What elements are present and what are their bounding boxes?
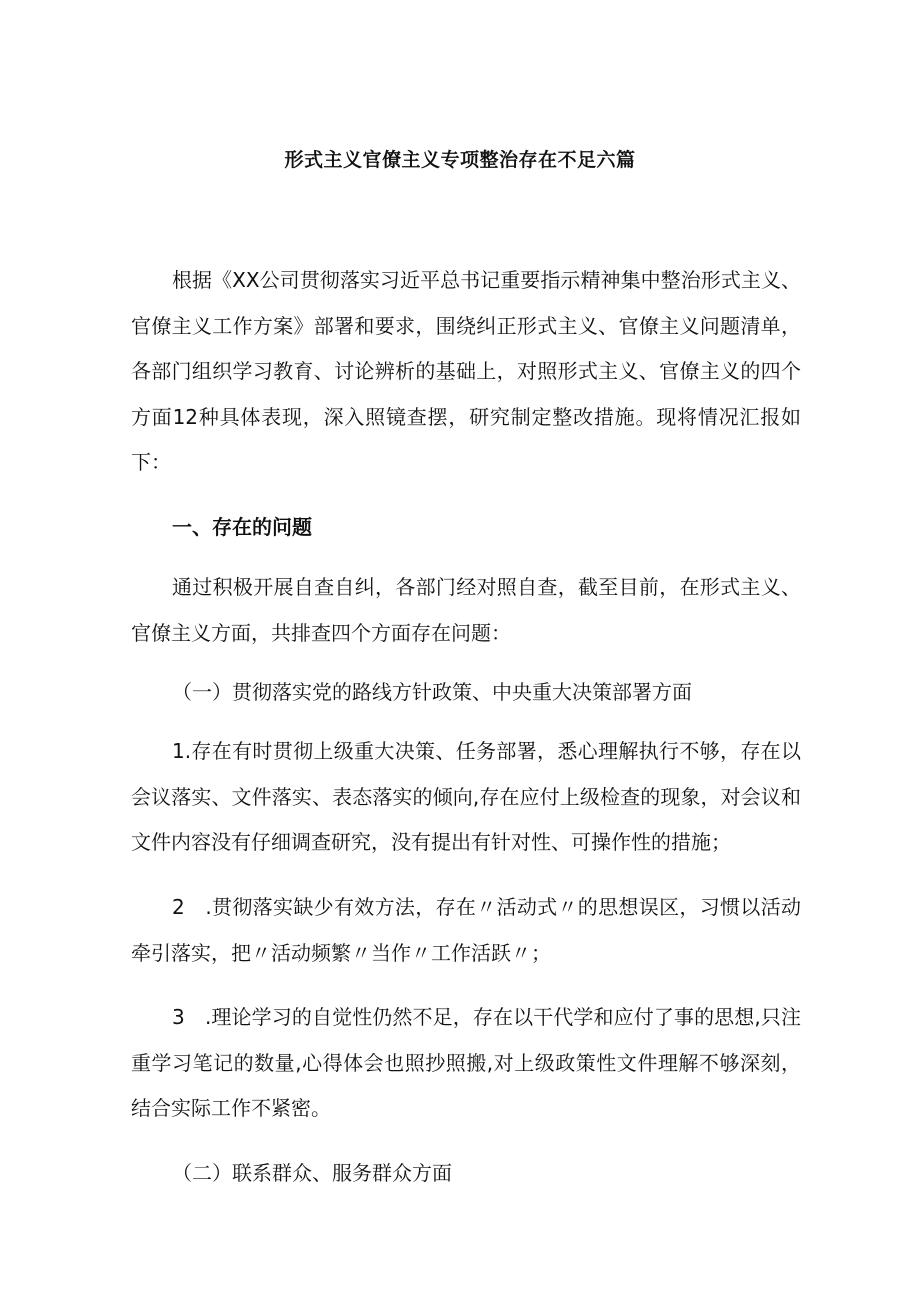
subsection-heading-2: （二）联系群众、服务群众方面	[172, 1161, 452, 1185]
document-title: 形式主义官僚主义专项整治存在不足六篇	[284, 149, 636, 171]
section-heading-problems: 一、存在的问题	[172, 515, 312, 539]
list-item-1: 1.存在有时贯彻上级重大决策、任务部署，悉心理解执行不够，存在以会议落实、文件落实、表态落实的倾向,存在应付上级检查的现象，对会议和文件内容没有仔细调查研究，没有提出有针对性、可操作性的措施；	[131, 739, 801, 854]
intro-paragraph: 根据《XX公司贯彻落实习近平总书记重要指示精神集中整治形式主义、官僚主义工作方案》部署和要求，围绕纠正形式主义、官僚主义问题清单，各部门组织学习教育、讨论辨析的基础上，对照形式主义、官僚主义的四个方面12种具体表现，深入照镜查摆，研究制定整改措施。现将情况汇报如下：	[131, 268, 801, 474]
list-item-3: 3 .理论学习的自觉性仍然不足，存在以干代学和应付了事的思想,只注重学习笔记的数量,心得体会也照抄照搬,对上级政策性文件理解不够深刻，结合实际工作不紧密。	[131, 1005, 801, 1120]
section-intro-paragraph: 通过积极开展自查自纠，各部门经对照自查，截至目前，在形式主义、官僚主义方面，共排查四个方面存在问题：	[131, 575, 801, 645]
subsection-heading-1: （一）贯彻落实党的路线方针政策、中央重大决策部署方面	[172, 680, 692, 704]
list-item-2: 2 .贯彻落实缺少有效方法，存在〃活动式〃的思想误区，习惯以活动牵引落实，把〃活动频繁〃当作〃工作活跃〃；	[131, 895, 801, 965]
